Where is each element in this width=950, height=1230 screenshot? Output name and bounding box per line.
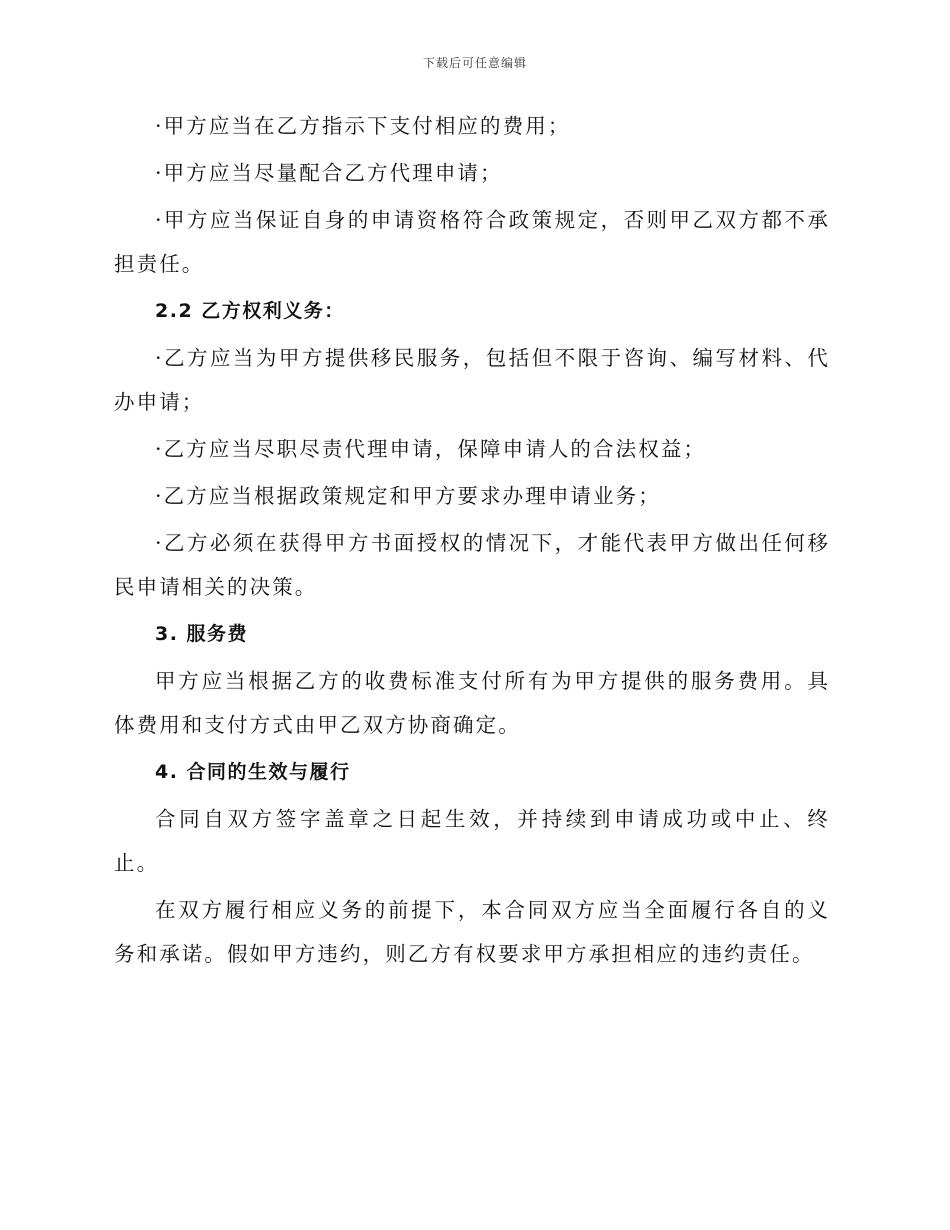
section-heading-2-2: 2.2 乙方权利义务： (155, 300, 345, 322)
paragraph-party-b-diligence: ·乙方应当尽职尽责代理申请，保障申请人的合法权益； (155, 437, 707, 461)
paragraph-service-fee: 甲方应当根据乙方的收费标准支付所有为甲方提供的服务费用。具体费用和支付方式由甲乙双方协商确定。 (114, 669, 830, 737)
paragraph-party-b-policy: ·乙方应当根据政策规定和甲方要求办理申请业务； (155, 484, 661, 508)
paragraph-party-a-pay-fees: ·甲方应当在乙方指示下支付相应的费用； (155, 114, 571, 138)
paragraph-party-b-authorization: ·乙方必须在获得甲方书面授权的情况下，才能代表甲方做出任何移民申请相关的决策。 (114, 531, 830, 599)
paragraph-party-a-eligibility: ·甲方应当保证自身的申请资格符合政策规定，否则甲乙双方都不承担责任。 (114, 208, 830, 276)
page-header: 下载后可任意编辑 (422, 56, 527, 70)
paragraph-effective-date: 合同自双方签字盖章之日起生效，并持续到申请成功或中止、终止。 (114, 807, 830, 875)
paragraph-performance: 在双方履行相应义务的前提下，本合同双方应当全面履行各自的义务和承诺。假如甲方违约，则乙方有权要求甲方承担相应的违约责任。 (114, 898, 830, 966)
section-heading-4: 4. 合同的生效与履行 (155, 761, 351, 783)
paragraph-party-a-cooperate: ·甲方应当尽量配合乙方代理申请； (155, 161, 503, 185)
document-body (114, 104, 830, 979)
paragraph-party-b-services: ·乙方应当为甲方提供移民服务，包括但不限于咨询、编写材料、代办申请； (114, 346, 830, 414)
section-heading-3: 3. 服务费 (155, 623, 249, 645)
